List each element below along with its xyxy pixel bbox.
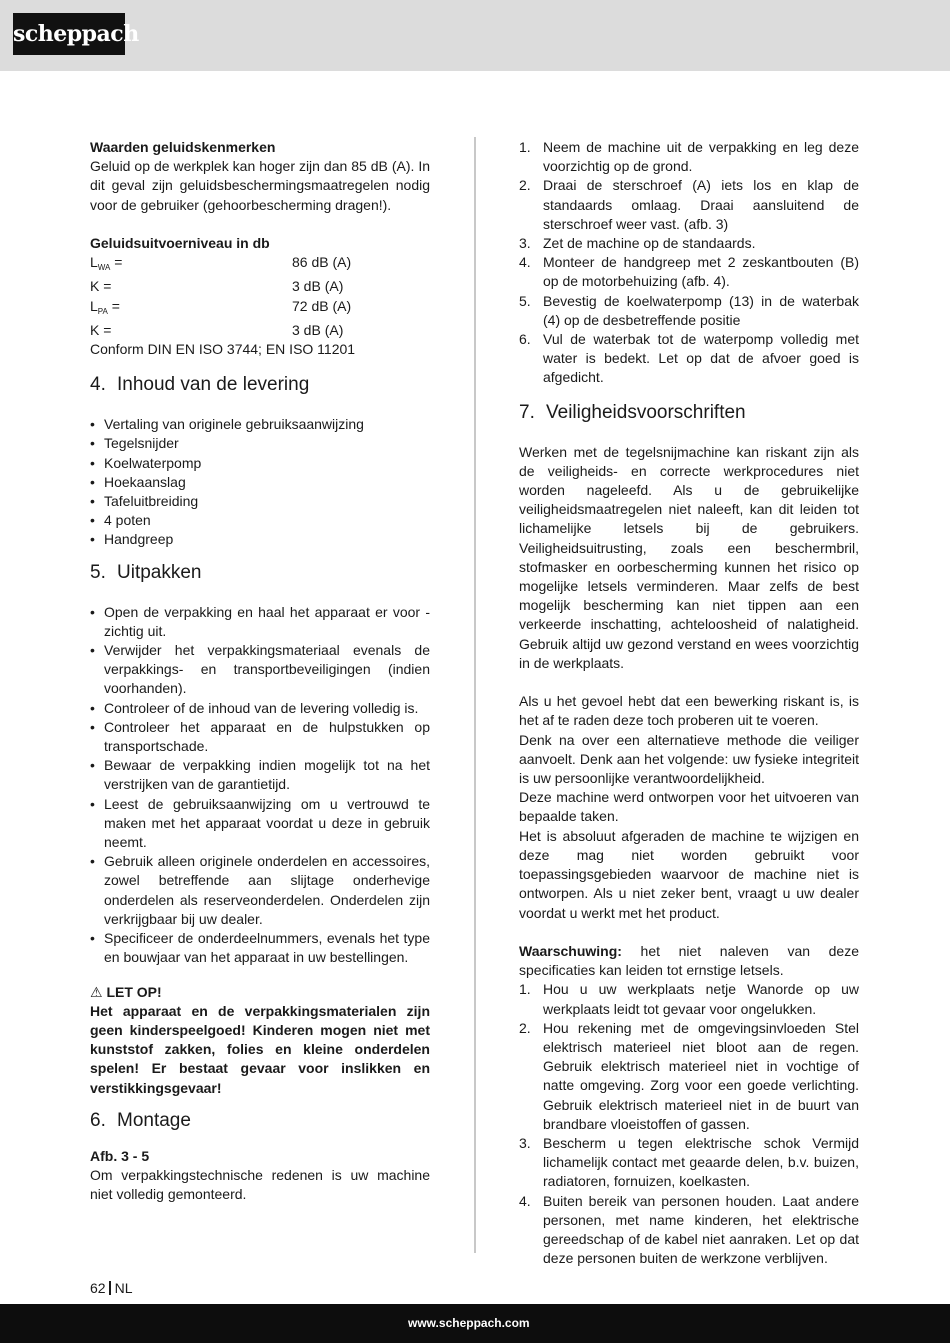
step-item: 2. Draai de sterschroef (A) iets los en klap de standaards omlaag. Draai aansluitend de sterschroef weer vast. (afb. 3) [519,177,859,232]
website-link[interactable]: www.scheppach.com [408,1316,530,1330]
list-item: • Vertaling van originele gebruiksaanwijzing [90,416,364,433]
safety-paragraph: Het is absoluut afgeraden de machine te wijzigen en deze mag niet worden gebruikt voor toepassingsgebieden waarvoor de machine niet is ontworpen. Als u niet zeker bent, vraagt u uw dealer voordat u werkt met het product. [519,827,859,921]
safety-paragraph: Werken met de tegelsnijmachine kan riskant zijn als de veiligheids- en correcte werkprocedures niet worden nageleefd. Als u de gebruikelijke veiligheidsmaatregelen niet naleeft, kan dit leiden tot lichamelijke letsels bij de gebruikers. Veiligheidsuitrusting, zoals een beschermbril, stofmasker en oorbescherming kunnen het risico op mogelijke letsels verminderen. Maar zelfs de best mogelijk bescherming kan niet tippen aan een verkeerde inschatting, achteloosheid of nalatigheid. Gebruik altijd uw gezond verstand en wees voorzichtig in de werkplaats. [519,443,859,671]
spec-row: $L_{PA}$ = 72 dB (A) [90,297,430,321]
list-item: • Open de verpakking en haal het apparaat er voor - zichtig uit. [90,603,430,639]
list-item: • Controleer het apparaat en de hulpstukken op transportschade. [90,718,430,755]
safety-paragraph: Deze machine werd ontworpen voor het uitvoeren van bepaalde taken. [519,789,859,825]
unpacking-list [90,603,430,968]
spec-row [90,277,430,296]
list-item: • Tegelsnijder [90,435,179,452]
right-column [519,138,859,1268]
conform-text: Conform DIN EN ISO 3744; EN ISO 11201 [90,341,356,358]
page-number: 62 NL [90,1280,133,1296]
list-item: • Verwijder het verpakkingsmateriaal evenals de verpakkings- en transportbeveiligingen (indien voorhanden). [90,642,430,697]
level-title: Geluidsuitvoerniveau in db [90,235,270,251]
spec-label: L [90,297,98,314]
list-item: • Controleer of de inhoud van de levering volledig is. [90,699,419,716]
rule-item: 1. Hou u uw werkplaats netje Wanorde op uw werkplaats leidt tot gevaar voor ongelukken. [519,981,859,1017]
step-item: 1. Neem de machine uit de verpakking en leg deze voorzichtig op de grond. [519,139,859,175]
figure-reference: Afb. 3 - 5 [90,1147,150,1164]
list-item: • Tafeluitbreiding [90,493,199,510]
header-bar [0,0,950,71]
safety-paragraph: Denk na over een alternatieve methode die veiliger aanvoelt. Denk aan het volgende: uw fysieke integriteit is uw persoonlijke verantwoordelijkheid. [519,731,859,787]
section-6-heading: 6. Montage [90,1109,191,1131]
rule-item: 4. Buiten bereik van personen houden. Laat andere personen, met name kinderen, het elektrische gereedschap of de kabel niet aanraken. Let op dat deze personen buiten de werkzone verblijven. [519,1192,859,1267]
spec-table [90,253,430,340]
list-item: • Hoekaanslag [90,473,186,490]
spec-value: 3 dB (A) [292,278,344,295]
warning-label: Waarschuwing: [519,942,622,959]
scheppach-logo: scheppach [13,13,125,55]
safety-rules [519,980,859,1268]
noise-text: Geluid op de werkplek kan hoger zijn dan 85 dB (A). In dit geval zijn geluidsbeschermingsmaatregelen nodig voor de gebruiker (gehoorbescherming dragen!). [90,158,430,213]
noise-title: Waarden geluidskenmerken [90,139,276,155]
spec-label: L [90,254,98,271]
spec-value: 3 dB (A) [292,321,344,338]
section-7-heading: 7. Veiligheidsvoorschriften [519,401,746,423]
assembly-steps [519,138,859,388]
spec-sub: PA [97,306,108,316]
warning-paragraph: Waarschuwing: het niet naleven van deze specificaties kan leiden tot ernstige letsels. [519,942,859,979]
spec-label: K = [90,278,112,295]
list-item: • Bewaar de verpakking indien mogelijk tot na het verstrijken van de garantietijd. [90,757,430,793]
list-item: • Koelwaterpomp [90,454,202,471]
step-item: 5. Bevestig de koelwaterpomp (13) in de waterbak (4) op de desbetreffende positie [519,292,859,328]
list-item: • Gebruik alleen originele onderdelen en accessoires, zowel betreffende aan slijtage onderhevige onderdelen als reserveonderdelen. Onderdelen zijn verkrijgbaar bij uw dealer. [90,853,430,927]
spec-row [90,321,430,340]
step-item: 6. Vul de waterbak tot de waterpomp volledig met water is bedekt. Let op dat de afvoer goed is afgedicht. [519,331,859,386]
list-item: • Handgreep [90,531,174,548]
spec-row: $L_{WA}$ = 86 dB (A) [90,253,430,277]
warning-text: Het apparaat en de verpakkingsmaterialen zijn geen kinderspeelgoed! Kinderen mogen niet met kunststof zakken, folies en kleine onderdelen spelen! Er bestaat gevaar voor inslikken en verstikkingsgevaar! [90,1002,430,1096]
delivery-list [90,415,430,549]
list-item: • Leest de gebruiksaanwijzing om u vertrouwd te maken met het apparaat voordat u deze in gebruik neemt. [90,795,430,851]
step-item: 3. Zet de machine op de standaards. [519,235,756,252]
column-divider [474,137,476,1253]
rule-item: 3. Bescherm u tegen elektrische schok Vermijd lichamelijk contact met geaarde delen, b.v. buizen, radiatoren, fornuizen, koelkasten. [519,1134,859,1190]
spec-label: K = [90,321,112,338]
spec-value: 72 dB (A) [292,297,352,314]
section-4-heading: 4. Inhoud van de levering [90,374,310,396]
warning-icon: ⚠ [90,983,103,1000]
spec-sub: WA [97,263,111,273]
assembly-text: Om verpakkingstechnische redenen is uw machine niet volledig gemonteerd. [90,1166,430,1203]
list-item: • Specificeer de onderdeelnummers, evenals het type en bouwjaar van het apparaat in uw bestellingen. [90,930,430,966]
spec-value: 86 dB (A) [292,254,352,271]
safety-paragraph: Als u het gevoel hebt dat een bewerking riskant is, is het af te raden deze toch proberen uit te voeren. [519,693,859,729]
step-item: 4. Monteer de handgreep met 2 zeskantbouten (B) op de motorbehuizing (afb. 4). [519,254,859,290]
warning-title: ⚠ LET OP! [90,983,162,1000]
list-item: • 4 poten [90,512,151,529]
rule-item: 2. Hou rekening met de omgevingsinvloeden Stel elektrisch materieel niet bloot aan de regen. Gebruik elektrisch materieel niet in vochtige of natte omgeving. Zorg voor een goede verlichting. Gebruik elektrisch materieel niet in de buurt van brandbare vloeistoffen of gassen. [519,1019,859,1132]
left-column [90,138,430,1204]
section-5-heading: 5. Uitpakken [90,561,202,583]
